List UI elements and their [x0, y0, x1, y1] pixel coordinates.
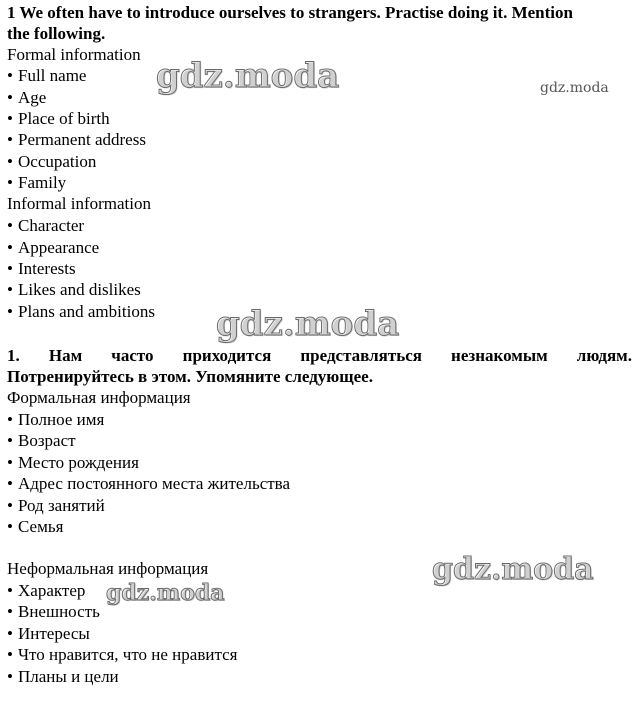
list-item: • Permanent address — [7, 130, 146, 149]
list-item: • Полное имя — [7, 410, 105, 429]
list-item: • Plans and ambitions — [7, 302, 155, 321]
list-item: • Family — [7, 173, 67, 192]
list-item: • Место рождения — [7, 453, 139, 472]
exercise-heading-en-line1: 1 We often have to introduce ourselves to strangers. Practise doing it. Mention — [7, 3, 573, 22]
list-item: • Адрес постоянного места жительства — [7, 474, 291, 493]
list-item: • Характер — [7, 581, 86, 600]
list-item: • Внешность — [7, 602, 100, 621]
watermark-logo: gdz.moda — [540, 80, 609, 96]
watermark-logo: gdz.moda — [156, 56, 340, 96]
list-item: • Возраст — [7, 431, 76, 450]
formal-title-ru: Формальная информация — [7, 388, 191, 407]
list-item: • Appearance — [7, 238, 100, 257]
list-item: • Что нравится, что не нравится — [7, 645, 238, 664]
formal-title-en: Formal information — [7, 45, 141, 64]
list-item: • Интересы — [7, 624, 90, 643]
list-item: • Character — [7, 216, 85, 235]
list-item: • Род занятий — [7, 496, 105, 515]
watermark-logo: gdz.moda — [216, 304, 400, 344]
exercise-heading-ru-line1: 1. Нам часто приходится представляться незнакомым людям. — [7, 346, 632, 365]
exercise-heading-en-line2: the following. — [7, 24, 106, 43]
list-item: • Планы и цели — [7, 667, 119, 686]
list-item: • Age — [7, 88, 47, 107]
list-item: • Likes and dislikes — [7, 280, 141, 299]
informal-title-en: Informal information — [7, 194, 151, 213]
list-item: • Семья — [7, 517, 64, 536]
watermark-logo: gdz.moda — [432, 552, 594, 587]
list-item: • Place of birth — [7, 109, 110, 128]
list-item: • Interests — [7, 259, 76, 278]
exercise-heading-ru-line2: Потренируйтесь в этом. Упомяните следующее. — [7, 367, 373, 386]
list-item: • Full name — [7, 66, 87, 85]
list-item: • Occupation — [7, 152, 97, 171]
informal-title-ru: Неформальная информация — [7, 559, 209, 578]
watermark-logo: gdz.moda — [106, 580, 225, 606]
